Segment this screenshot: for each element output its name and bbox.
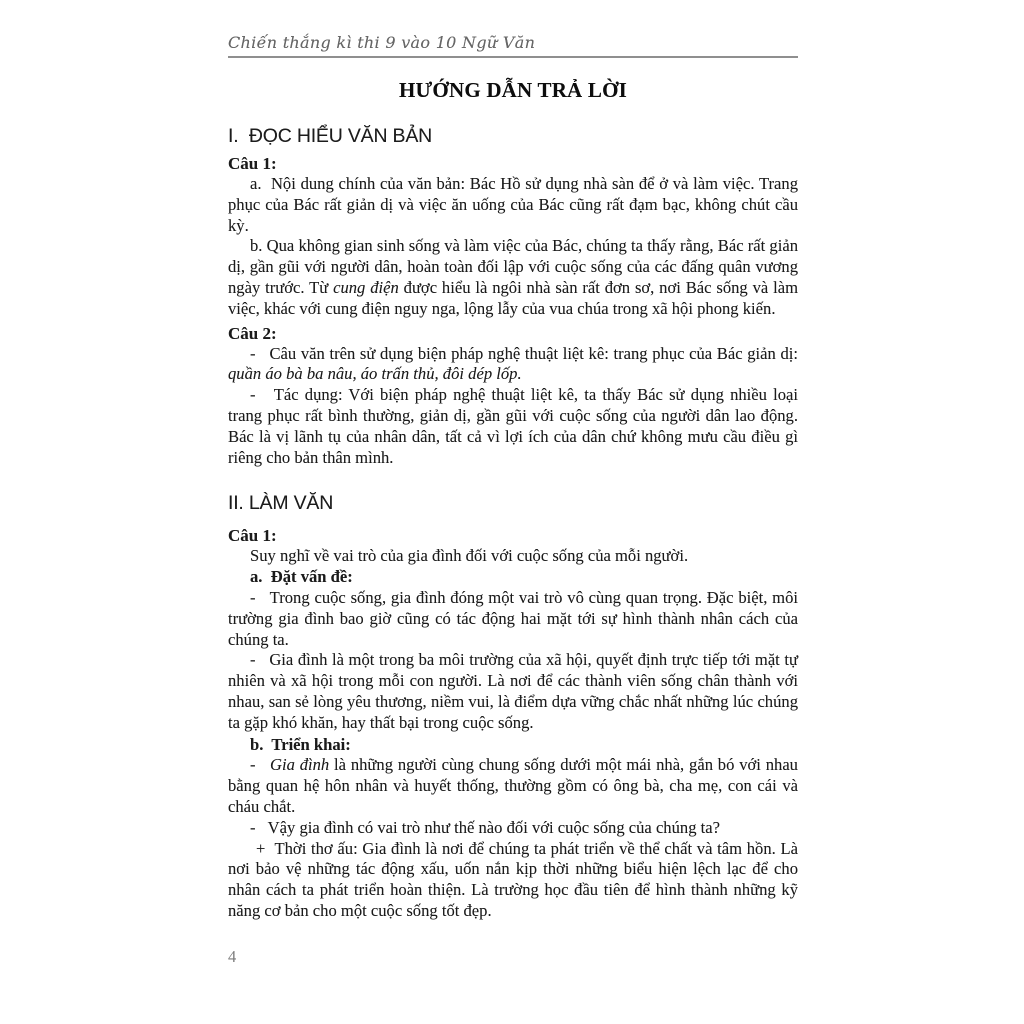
italic-term: cung điện: [333, 277, 399, 297]
paragraph-cau1-a: [228, 174, 798, 236]
lam-van-cau1-label: Câu 1:: [228, 526, 277, 546]
section-heading-lam-van: II. LÀM VĂN: [228, 492, 334, 515]
paragraph-text: - Vậy gia đình có vai trò như thế nào đối với cuộc sống của chúng ta?: [250, 817, 720, 837]
italic-term: Gia đình: [270, 755, 330, 775]
paragraph-text: Suy nghĩ về vai trò của gia đình đối với cuộc sống của mỗi người.: [250, 546, 689, 566]
paragraph-text: b. Qua không gian sinh sống và làm việc của Bác, chúng ta thấy rằng, Bác rất giản dị, gần gũi với người dân, hoàn toàn đối lập với cuộc sống của các đấng quân vương ngày trước. Từ: [228, 236, 798, 297]
paragraph-text: được hiểu là ngôi nhà sàn rất đơn sơ, nơi Bác sống và làm việc, khác với cung điện nguy nga, lộng lẫy của vua chúa trong xã hội phong kiến.: [228, 277, 798, 318]
paragraph-text: + Thời thơ ấu: Gia đình là nơi để chúng ta phát triển về thể chất và tâm hồn. Là nơi bảo vệ những tác động xấu, uốn nắn kịp thời những biểu hiện lệch lạc để cho nhân cách ta phát triển hoàn thiện. Là trường học đầu tiên để hình thành những kỹ năng cơ bản cho một cuộc sống tốt đẹp.: [228, 838, 798, 920]
page-title: HƯỚNG DẪN TRẢ LỜI: [398, 78, 627, 102]
paragraph-text: -: [250, 755, 270, 775]
running-header: Chiến thắng kì thi 9 vào 10 Ngữ Văn: [228, 33, 798, 58]
paragraph-a-item2: [228, 650, 798, 733]
paragraph-text: - Câu văn trên sử dụng biện pháp nghệ thuật liệt kê: trang phục của Bác giản dị:: [250, 343, 798, 363]
paragraph-text: - Gia đình là một trong ba môi trường của xã hội, quyết định trực tiếp tới mặt tự nhiên và xã hội trong mỗi con người. Là nơi để các thành viên sống chân thành với nhau, san sẻ lòng yêu thương, niềm vui, là điểm dựa vững chắc nhất những lúc chúng ta gặp khó khăn, hay thất bại trong cuộc sống.: [228, 650, 798, 732]
page-content: [228, 33, 798, 922]
paragraph-a-item1: [228, 588, 798, 650]
paragraph-text: a. Nội dung chính của văn bản: Bác Hồ sử dụng nhà sàn để ở và làm việc. Trang phục của Bác rất giản dị và việc ăn uống của Bác cũng rất đạm bạc, không chút cầu kỳ.: [228, 174, 798, 235]
paragraph-text: - Tác dụng: Với biện pháp nghệ thuật liệt kê, ta thấy Bác sử dụng nhiều loại trang phục rất bình thường, giản dị, gần gũi với cuộc sống của người dân lao động. Bác là vị lãnh tụ của nhân dân, tất cả vì lợi ích của dân chứ không mưu cầu điều gì riêng cho bản thân mình.: [228, 385, 798, 467]
paragraph-cau1-b: [228, 236, 798, 319]
page-number: 4: [228, 947, 237, 966]
paragraph-b-item3: [228, 839, 798, 922]
label-dat-van-de: a. Đặt vấn đề:: [250, 567, 353, 587]
paragraph-b-item2: [228, 818, 798, 839]
paragraph-cau2-item2: [228, 385, 798, 468]
paragraph-cau2-item1: [228, 344, 798, 386]
paragraph-b-item1: [228, 755, 798, 817]
section-heading-doc-hieu: I. ĐỌC HIỂU VĂN BẢN: [228, 125, 433, 147]
cau2-label: Câu 2:: [228, 323, 277, 343]
italic-quote: quần áo bà ba nâu, áo trấn thủ, đôi dép lốp.: [228, 364, 522, 384]
label-trien-khai: b. Triển khai:: [250, 734, 351, 754]
paragraph-text: - Trong cuộc sống, gia đình đóng một vai trò vô cùng quan trọng. Đặc biệt, môi trường gia đình bao giờ cũng có tác động hai mặt tới sự hình thành nhân cách của chúng ta.: [228, 587, 798, 649]
paragraph-topic: [228, 546, 798, 567]
cau1-label: Câu 1:: [228, 154, 277, 173]
paragraph-text: là những người cùng chung sống dưới một mái nhà, gắn bó với nhau bằng quan hệ hôn nhân và huyết thống, thường gồm có ông bà, cha mẹ, con cái và cháu chắt.: [228, 755, 798, 816]
